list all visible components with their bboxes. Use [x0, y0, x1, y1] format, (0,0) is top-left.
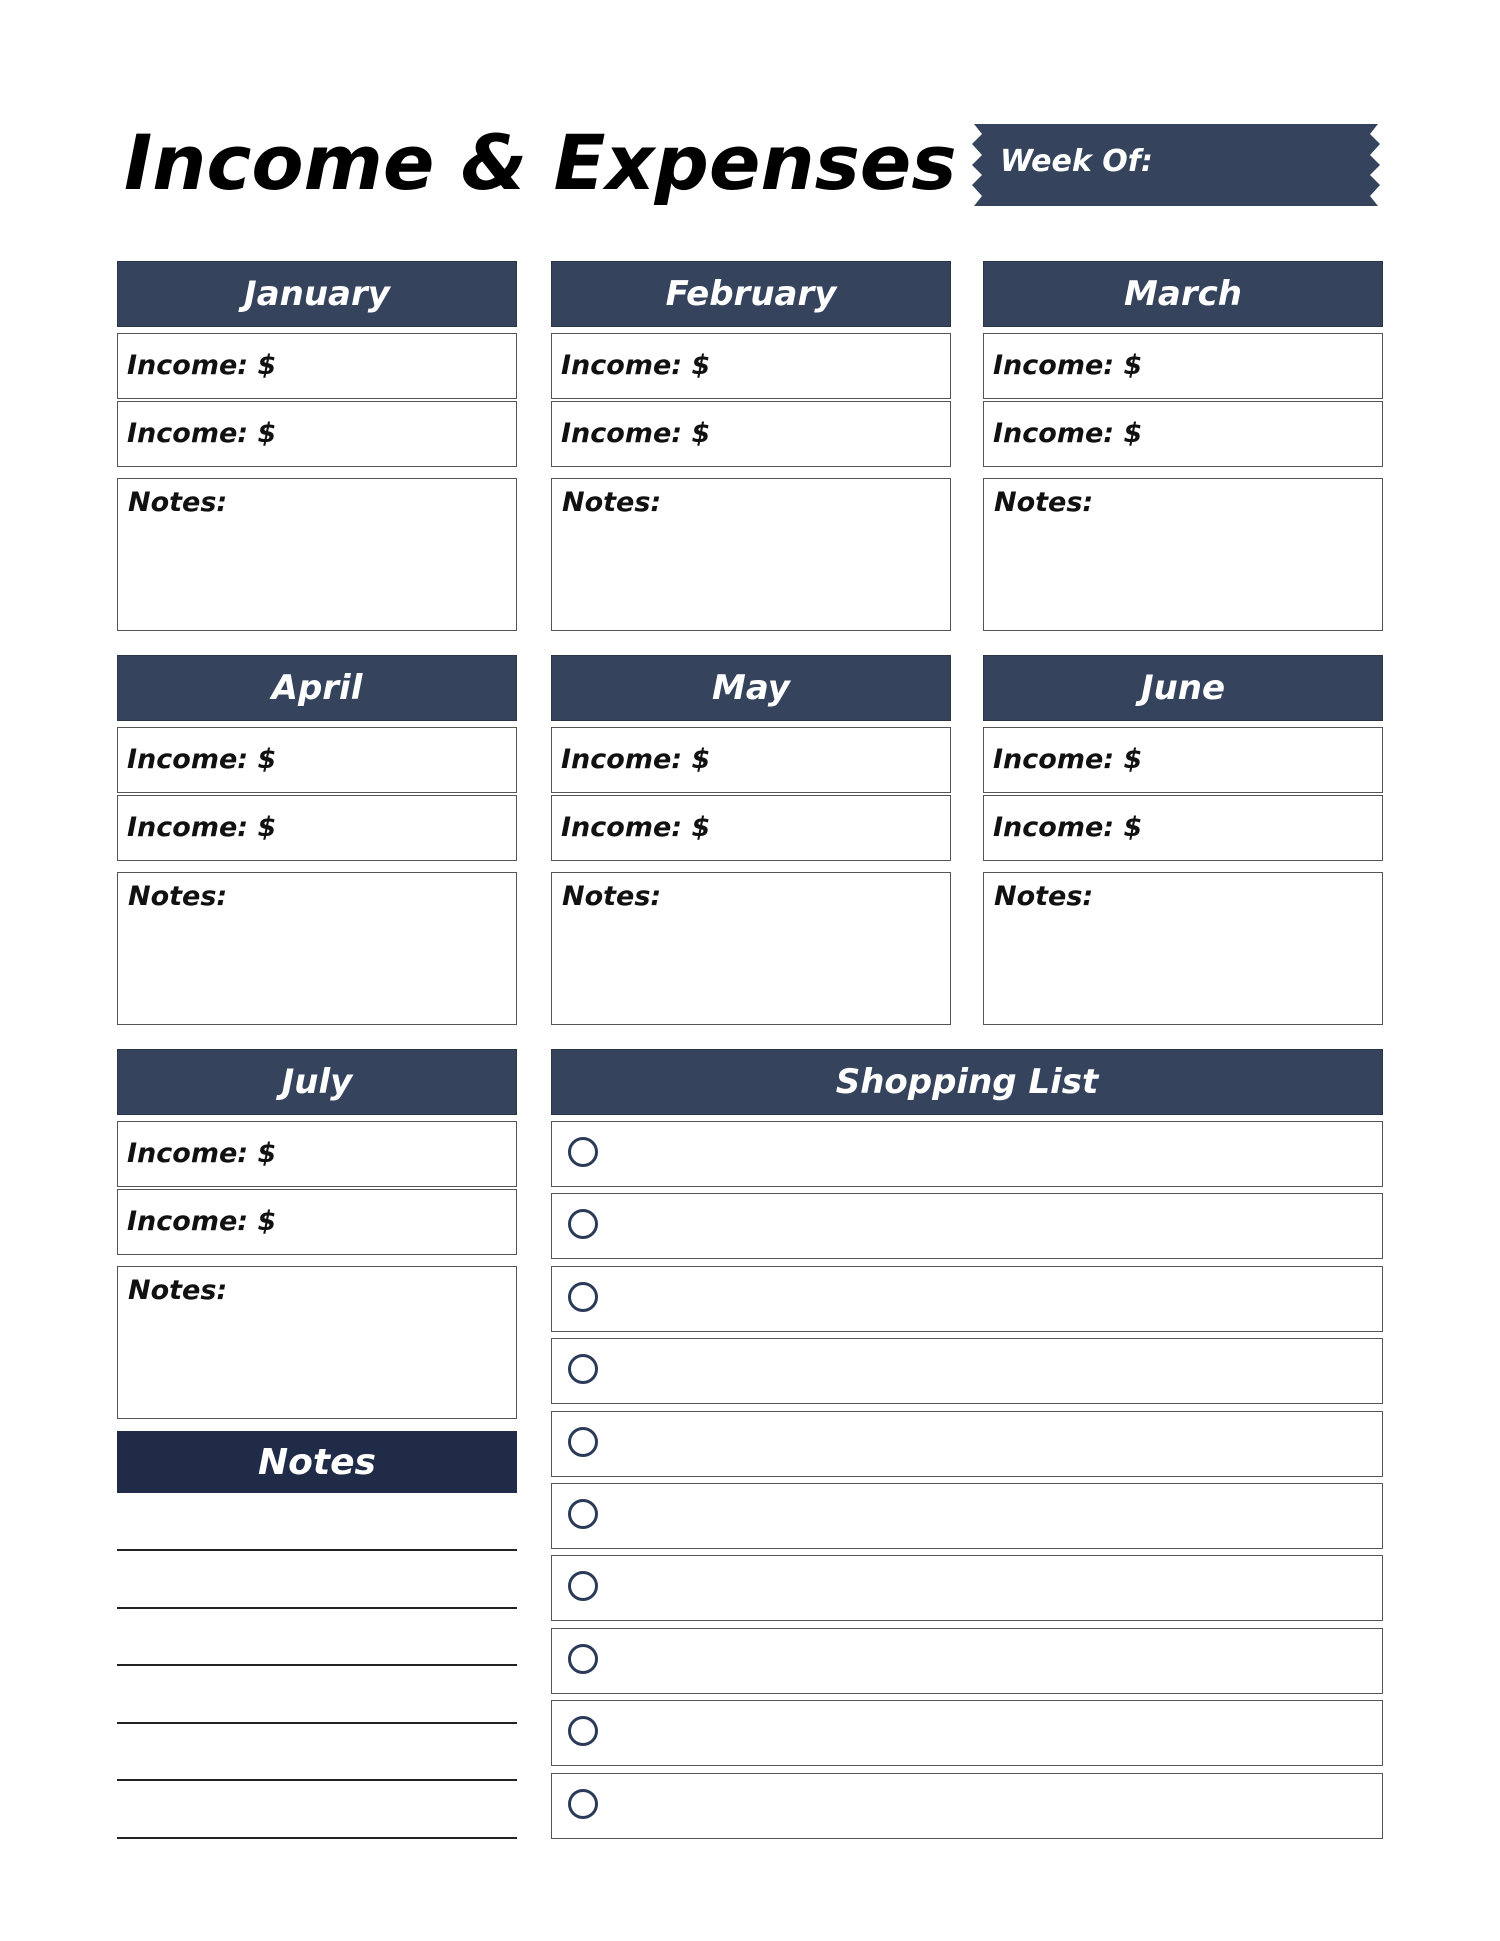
note-line[interactable] — [117, 1549, 517, 1551]
income-field[interactable]: Income: $ — [551, 727, 951, 793]
shopping-list-item[interactable] — [551, 1483, 1383, 1549]
checkbox-circle-icon[interactable] — [568, 1499, 598, 1529]
shopping-list-item[interactable] — [551, 1628, 1383, 1694]
note-line[interactable] — [117, 1664, 517, 1666]
month-header: April — [117, 655, 517, 721]
income-field[interactable]: Income: $ — [983, 795, 1383, 861]
checkbox-circle-icon[interactable] — [568, 1209, 598, 1239]
income-field[interactable]: Income: $ — [983, 401, 1383, 467]
shopping-list-item[interactable] — [551, 1773, 1383, 1839]
income-field[interactable]: Income: $ — [117, 795, 517, 861]
checkbox-circle-icon[interactable] — [568, 1282, 598, 1312]
shopping-list-item[interactable] — [551, 1338, 1383, 1404]
month-header: March — [983, 261, 1383, 327]
notes-section-header: Notes — [117, 1431, 517, 1493]
note-line[interactable] — [117, 1779, 517, 1781]
page-title: Income & Expenses — [124, 118, 957, 207]
checkbox-circle-icon[interactable] — [568, 1571, 598, 1601]
notes-field[interactable]: Notes: — [117, 1266, 517, 1419]
notes-field[interactable]: Notes: — [117, 478, 517, 631]
checkbox-circle-icon[interactable] — [568, 1427, 598, 1457]
shopping-list-item[interactable] — [551, 1121, 1383, 1187]
income-field[interactable]: Income: $ — [983, 727, 1383, 793]
week-of-label: Week Of: — [1000, 144, 1153, 179]
notes-field[interactable]: Notes: — [983, 478, 1383, 631]
income-field[interactable]: Income: $ — [117, 333, 517, 399]
checkbox-circle-icon[interactable] — [568, 1716, 598, 1746]
checkbox-circle-icon[interactable] — [568, 1137, 598, 1167]
week-of-tag — [972, 124, 1380, 206]
shopping-list-item[interactable] — [551, 1266, 1383, 1332]
income-field[interactable]: Income: $ — [117, 1189, 517, 1255]
shopping-list-item[interactable] — [551, 1193, 1383, 1259]
income-field[interactable]: Income: $ — [117, 727, 517, 793]
income-field[interactable]: Income: $ — [551, 333, 951, 399]
notes-field[interactable]: Notes: — [551, 872, 951, 1025]
note-line[interactable] — [117, 1837, 517, 1839]
checkbox-circle-icon[interactable] — [568, 1789, 598, 1819]
notes-field[interactable]: Notes: — [983, 872, 1383, 1025]
month-header: June — [983, 655, 1383, 721]
notes-field[interactable]: Notes: — [117, 872, 517, 1025]
income-field[interactable]: Income: $ — [551, 795, 951, 861]
income-field[interactable]: Income: $ — [983, 333, 1383, 399]
month-header: January — [117, 261, 517, 327]
note-line[interactable] — [117, 1722, 517, 1724]
shopping-list-item[interactable] — [551, 1411, 1383, 1477]
shopping-list-header: Shopping List — [551, 1049, 1383, 1115]
month-header: May — [551, 655, 951, 721]
income-field[interactable]: Income: $ — [117, 1121, 517, 1187]
income-field[interactable]: Income: $ — [551, 401, 951, 467]
shopping-list-item[interactable] — [551, 1555, 1383, 1621]
checkbox-circle-icon[interactable] — [568, 1644, 598, 1674]
month-header: February — [551, 261, 951, 327]
note-line[interactable] — [117, 1607, 517, 1609]
notes-field[interactable]: Notes: — [551, 478, 951, 631]
month-header: July — [117, 1049, 517, 1115]
income-field[interactable]: Income: $ — [117, 401, 517, 467]
checkbox-circle-icon[interactable] — [568, 1354, 598, 1384]
shopping-list-item[interactable] — [551, 1700, 1383, 1766]
